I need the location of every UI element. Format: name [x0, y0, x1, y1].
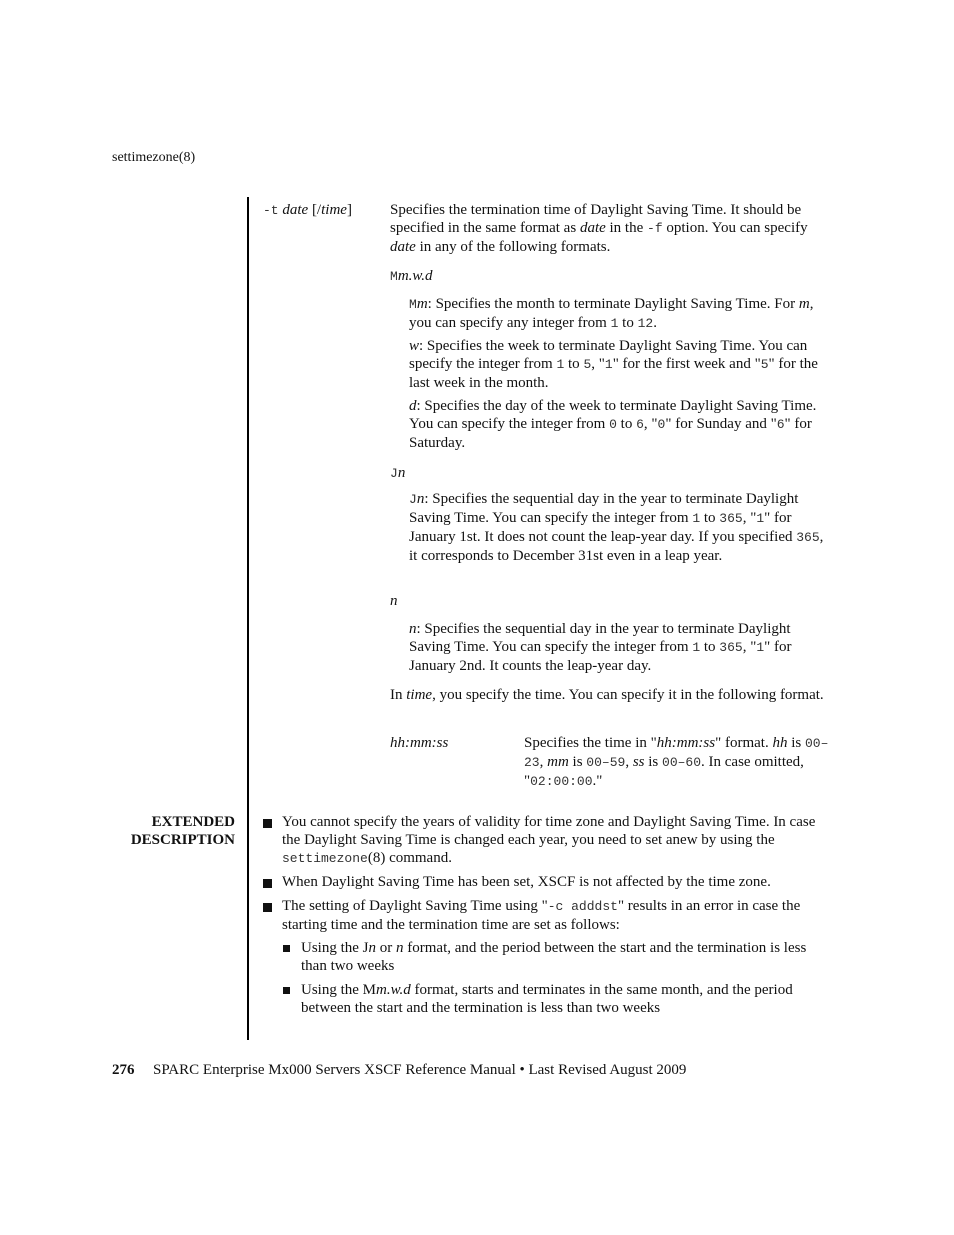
- var: w: [409, 338, 420, 354]
- desc-var: date: [390, 239, 416, 255]
- format-w-description: [409, 337, 829, 392]
- option-arg-time: time: [321, 202, 347, 218]
- heading-line: EXTENDED: [151, 814, 235, 830]
- sub-bullet-icon: [283, 945, 290, 952]
- var: n: [416, 491, 425, 507]
- text: In: [390, 687, 407, 703]
- code: 1: [604, 357, 613, 372]
- var: hh:mm:ss: [390, 735, 449, 751]
- option-term: [263, 201, 352, 220]
- desc-text: in any of the following formats.: [415, 239, 611, 255]
- code: 365: [719, 511, 743, 526]
- bullet-icon: [263, 819, 272, 828]
- code: 5: [760, 357, 769, 372]
- text: " for January 1st. It does not count the leap-year day. If you specified: [409, 510, 797, 545]
- format-var: m.w.d: [397, 268, 433, 284]
- sub-list-item: [301, 981, 830, 1017]
- var: m: [798, 296, 810, 312]
- text: , ": [643, 416, 658, 432]
- footer-title: SPARC Enterprise Mx000 Servers XSCF Reference Manual • Last Revised August 2009: [153, 1062, 687, 1078]
- format-code: J: [390, 466, 398, 481]
- text: , it corresponds to December 31st even in a leap year.: [409, 529, 824, 564]
- var: n: [396, 940, 404, 956]
- time-format-description: [524, 734, 830, 791]
- text: : Specifies the week to terminate Daylight Saving Time. You can specify the integer from: [409, 338, 808, 372]
- text: : Specifies the sequential day in the year to terminate Daylight Saving Time. You can specify the integer from: [409, 491, 799, 526]
- var: ss: [632, 754, 645, 770]
- list-item: [282, 873, 830, 891]
- text: : Specifies the sequential day in the year to terminate Daylight Saving Time. You can specify the integer from: [409, 621, 791, 655]
- code: 5: [583, 357, 592, 372]
- text: You cannot specify the years of validity for time zone and Daylight Saving Time. In case the Daylight Saving Time is changed each year, you need to set anew by using the: [282, 814, 816, 848]
- option-arg-date: date: [282, 202, 309, 218]
- code: 00–59: [586, 755, 626, 770]
- text: " for the first week and ": [612, 356, 761, 372]
- vertical-rule: [247, 197, 249, 1040]
- code: 1: [556, 357, 565, 372]
- text: (8) command.: [367, 850, 452, 866]
- code: 1: [692, 511, 701, 526]
- desc-var: date: [579, 220, 606, 236]
- format-jn-heading: [390, 464, 405, 483]
- desc-text: in the: [605, 220, 648, 236]
- text: or: [376, 940, 396, 956]
- var: m: [416, 296, 428, 312]
- text: is: [787, 735, 805, 751]
- code: 365: [796, 530, 820, 545]
- text: is: [644, 754, 663, 770]
- code: 6: [776, 417, 785, 432]
- bullet-icon: [263, 879, 272, 888]
- text: , you can specify any integer from: [409, 296, 814, 331]
- text: .: [653, 315, 657, 331]
- code: -c adddst: [547, 899, 618, 914]
- desc-text: option. You can specify: [662, 220, 808, 236]
- text: format, starts and terminates in the same month, and the period between the start and the termination is less than two weeks: [301, 982, 793, 1016]
- option-arg-open: [/: [308, 202, 322, 218]
- bullet-icon: [263, 903, 272, 912]
- var: hh:mm:ss: [656, 735, 716, 751]
- format-d-description: [409, 397, 829, 452]
- time-paragraph: [390, 686, 830, 704]
- sub-bullet-icon: [283, 987, 290, 994]
- text: " for Sunday and ": [665, 416, 777, 432]
- heading-line: DESCRIPTION: [130, 832, 235, 848]
- option-flag: -t: [263, 203, 279, 218]
- format-code: M: [390, 269, 398, 284]
- format-m-description: [409, 295, 829, 333]
- text: format, and the period between the start and the termination is less than two weeks: [301, 940, 807, 974]
- format-n-description: [409, 620, 829, 675]
- text: When Daylight Saving Time has been set, XSCF is not affected by the time zone.: [282, 874, 771, 890]
- code: 365: [719, 640, 743, 655]
- var: n: [368, 940, 376, 956]
- text: " for Saturday.: [409, 416, 812, 451]
- text: : Specifies the day of the week to terminate Daylight Saving Time. You can specify the integer from: [409, 398, 817, 432]
- format-jn-description: [409, 490, 829, 565]
- section-heading-extended-description: [112, 813, 235, 849]
- text: to: [700, 510, 720, 526]
- list-item: [282, 813, 830, 868]
- text: , ": [742, 510, 757, 526]
- code: 1: [756, 511, 765, 526]
- text: , you specify the time. You can specify it in the following format.: [432, 687, 824, 703]
- text: to: [616, 416, 637, 432]
- var: mm: [547, 754, 569, 770]
- time-format-term: [390, 734, 448, 752]
- code: 0: [609, 417, 617, 432]
- code: 1: [610, 316, 619, 331]
- text: The setting of Daylight Saving Time using ": [282, 898, 548, 914]
- text: " for January 2nd. It counts the leap-year day.: [409, 639, 792, 674]
- format-var: n: [390, 593, 398, 609]
- var: m.w.d: [376, 982, 411, 998]
- code: 1: [756, 640, 765, 655]
- list-item: [282, 897, 830, 934]
- text: to: [700, 639, 720, 655]
- text: is: [568, 754, 587, 770]
- text: ,: [625, 754, 633, 770]
- format-n-heading: [390, 592, 398, 610]
- text: " results in an error in case the starting time and the termination time are set as follows:: [282, 898, 801, 933]
- var: time: [406, 687, 433, 703]
- code: 00–60: [662, 755, 702, 770]
- code: 0: [657, 417, 666, 432]
- text: to: [564, 356, 584, 372]
- var: hh: [772, 735, 788, 751]
- var: n: [409, 621, 417, 637]
- code: M: [409, 297, 417, 312]
- code: 1: [692, 640, 701, 655]
- format-var: n: [397, 465, 406, 481]
- page-number: 276: [112, 1062, 135, 1078]
- desc-text: Specifies the termination time of Daylight Saving Time. It should be specified in the same format as: [390, 202, 802, 236]
- text: " for the last week in the month.: [409, 356, 818, 391]
- text: " format.: [715, 735, 773, 751]
- option-description: [390, 201, 830, 256]
- option-arg-close: ]: [346, 202, 352, 218]
- code: 02:00:00: [530, 774, 593, 789]
- text: Specifies the time in ": [524, 735, 657, 751]
- sub-list-item: [301, 939, 830, 975]
- code: 6: [636, 417, 644, 432]
- code: 12: [637, 316, 654, 331]
- var: d: [409, 398, 417, 414]
- text: Using the M: [301, 982, 376, 998]
- text: Using the J: [301, 940, 369, 956]
- code: settimezone: [282, 851, 368, 866]
- running-head: settimezone(8): [112, 150, 196, 165]
- format-mwd-heading: [390, 267, 433, 286]
- desc-code: -f: [647, 221, 663, 236]
- text: .": [592, 773, 603, 789]
- text: to: [618, 315, 638, 331]
- code: J: [409, 492, 417, 507]
- text: : Specifies the month to terminate Daylight Saving Time. For: [427, 296, 799, 312]
- text: . In case omitted, ": [524, 754, 804, 789]
- text: ,: [539, 754, 548, 770]
- text: , ": [591, 356, 605, 372]
- text: , ": [742, 639, 757, 655]
- code: 00–23: [524, 736, 829, 770]
